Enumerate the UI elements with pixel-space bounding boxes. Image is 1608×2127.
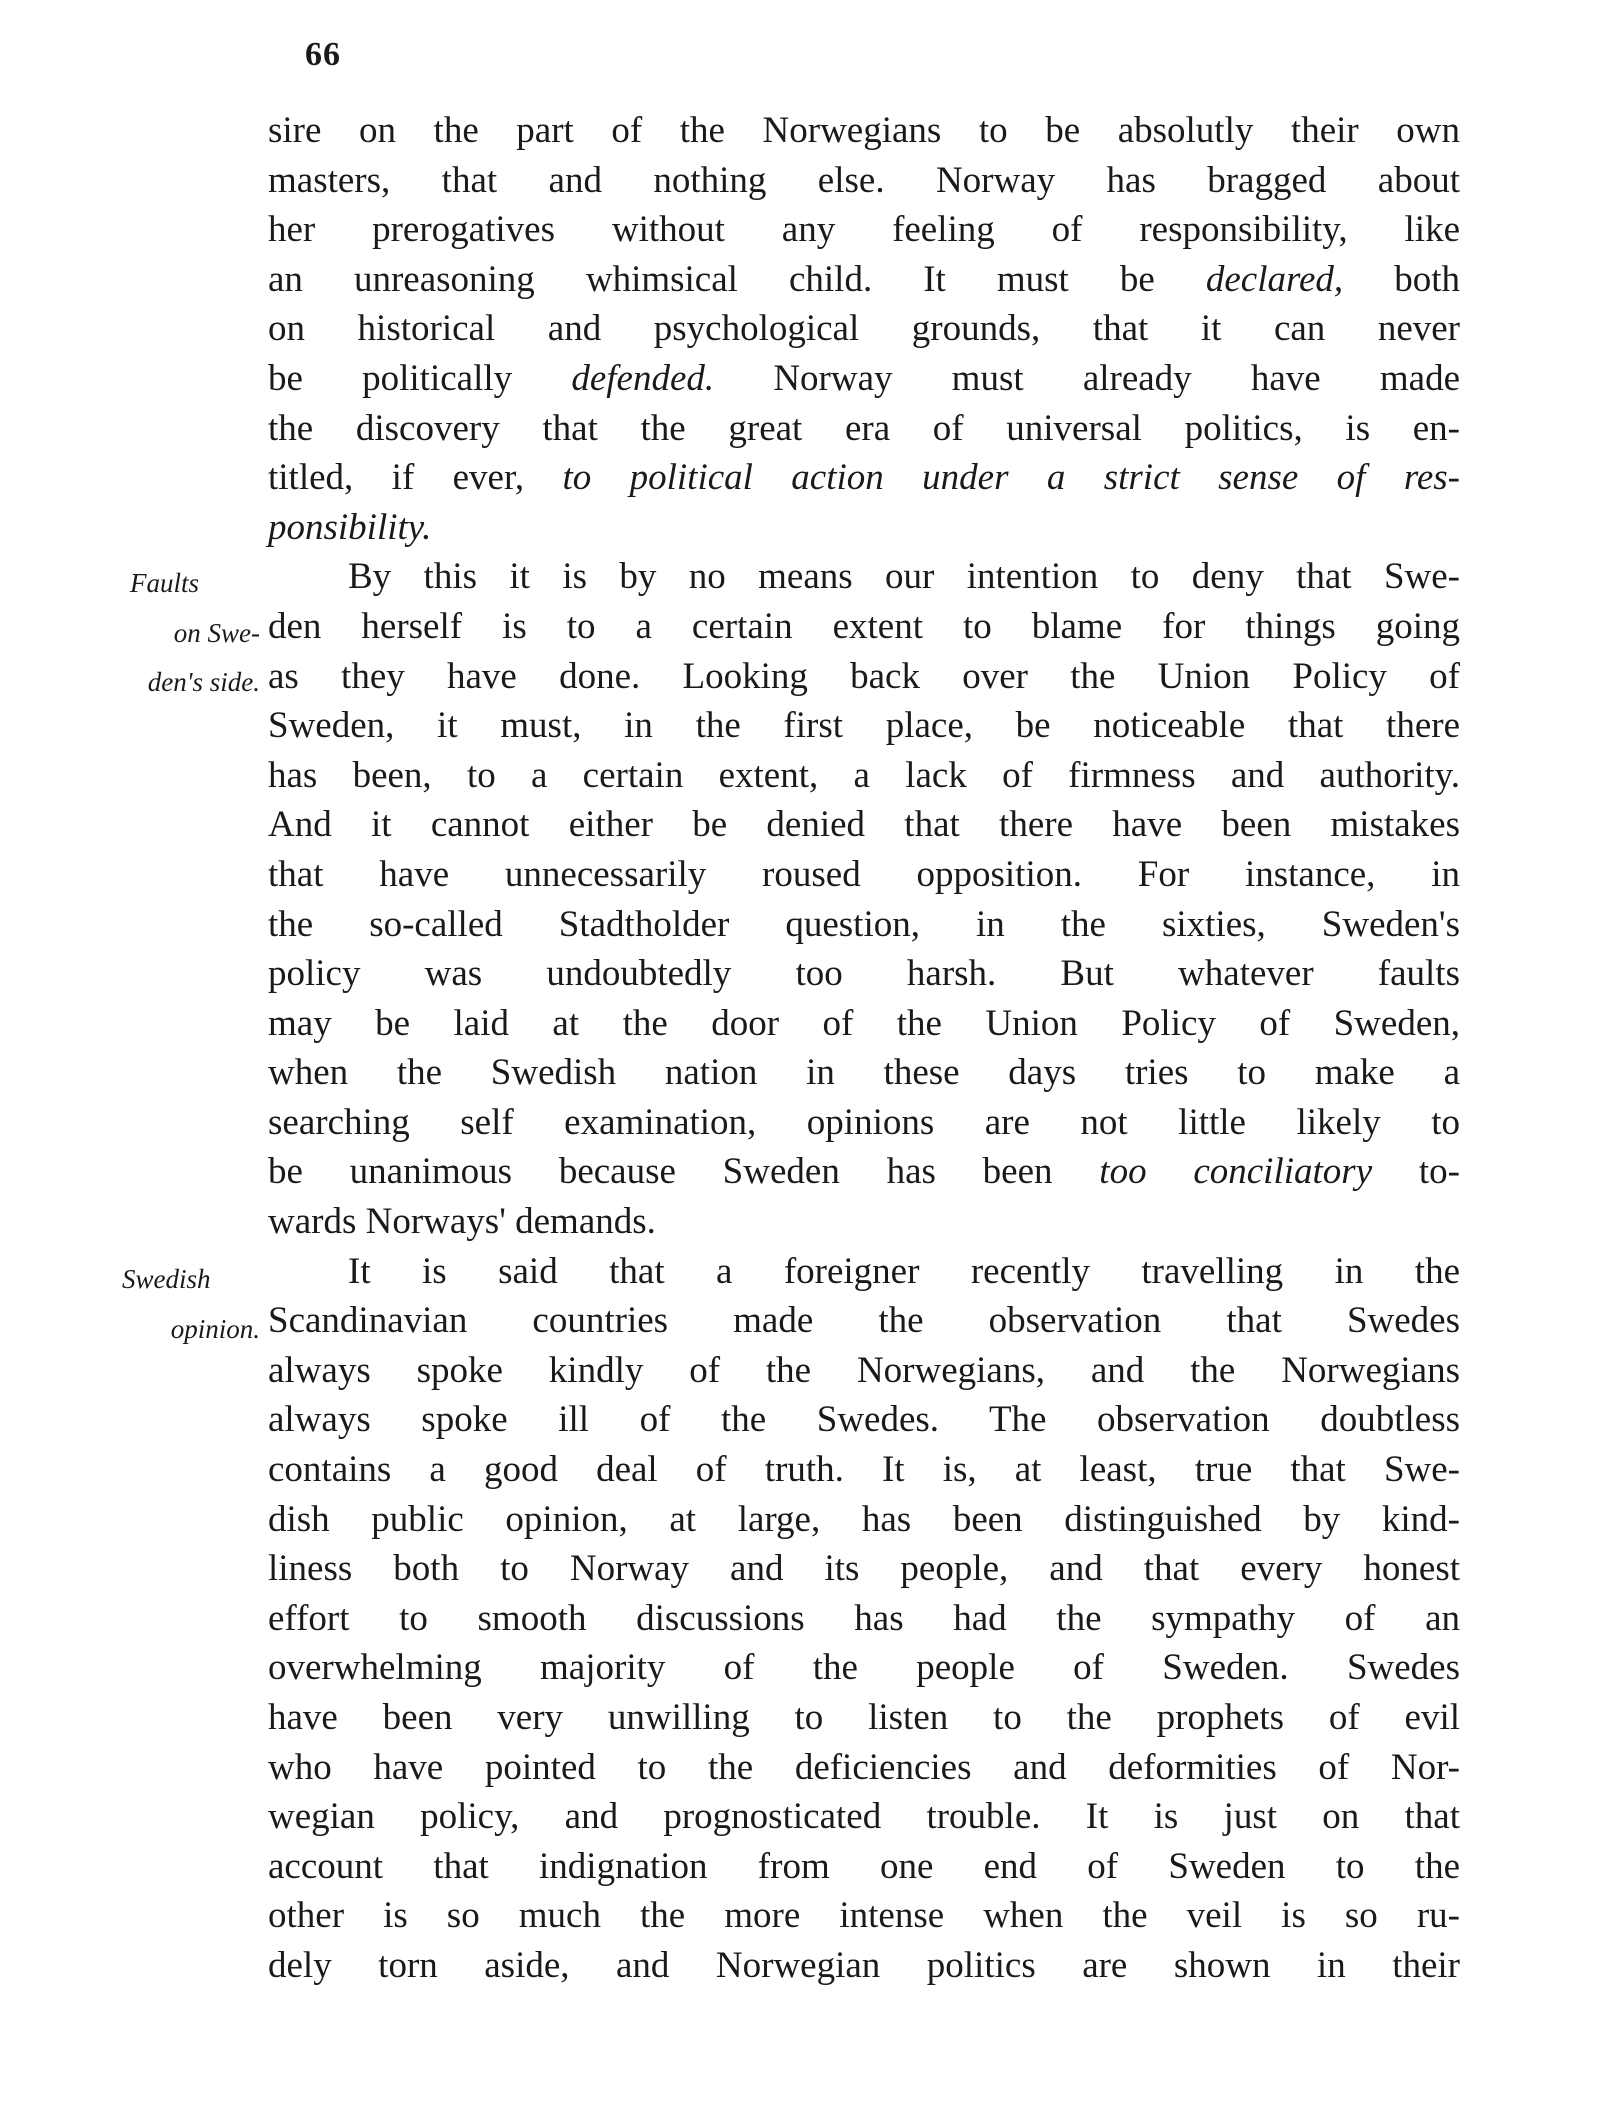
margin-note-line: on Swe- bbox=[173, 617, 260, 648]
paragraph-2 bbox=[268, 552, 1460, 1246]
margin-note-line: Faults bbox=[130, 568, 200, 598]
margin-note-swedish-opinion bbox=[110, 1255, 260, 1354]
text-line: account that indignation from one end of Sweden to the bbox=[268, 1845, 1460, 1887]
text-line: have been very unwilling to listen to the prophets of evil bbox=[268, 1697, 1460, 1738]
text-line: the so-called Stadtholder question, in the sixties, Sweden's bbox=[268, 903, 1460, 945]
margin-note-faults bbox=[110, 559, 260, 708]
text-line bbox=[268, 503, 1460, 553]
margin-note-line: Swedish bbox=[122, 1264, 211, 1294]
text-line: sire on the part of the Norwegians to be absolutly their own bbox=[268, 110, 1460, 151]
emphasis: ponsibility. bbox=[268, 506, 432, 548]
text-run: both bbox=[1394, 258, 1461, 300]
page-number: 66 bbox=[305, 36, 341, 73]
text-line: always spoke kindly of the Norwegians, and the Norwegians bbox=[268, 1349, 1460, 1391]
text-line: dely torn aside, and Norwegian politics are shown in their bbox=[268, 1944, 1460, 1986]
text-line: contains a good deal of truth. It is, at least, true that Swe- bbox=[268, 1449, 1460, 1491]
text-run: be unanimous because Sweden has been bbox=[268, 1151, 1053, 1193]
text-line: effort to smooth discussions has had the sympathy of an bbox=[268, 1597, 1460, 1639]
text-run: titled, if ever, bbox=[268, 457, 525, 499]
text-line: that have unnecessarily roused opposition. For instance, in bbox=[268, 853, 1460, 895]
text-line: wards Norways' demands. bbox=[268, 1201, 656, 1243]
text-line: It is said that a foreigner recently travelling in the bbox=[348, 1250, 1460, 1292]
text-line: liness both to Norway and its people, and that every honest bbox=[268, 1548, 1460, 1590]
text-line: her prerogatives without any feeling of responsibility, like bbox=[268, 209, 1460, 251]
text-line: when the Swedish nation in these days tries to make a bbox=[268, 1052, 1460, 1094]
text-line bbox=[268, 453, 1460, 503]
text-line bbox=[268, 255, 1460, 305]
emphasis: to political action under a strict sense of res- bbox=[562, 457, 1460, 499]
text-line bbox=[268, 354, 1460, 404]
text-line: den herself is to a certain extent to blame for things going bbox=[268, 605, 1460, 647]
text-run: be politically bbox=[268, 357, 513, 399]
text-line: overwhelming majority of the people of Sweden. Swedes bbox=[268, 1647, 1460, 1689]
text-line: Sweden, it must, in the first place, be noticeable that there bbox=[268, 705, 1460, 747]
margin-note-line: opinion. bbox=[170, 1313, 260, 1344]
text-run: to- bbox=[1418, 1151, 1461, 1193]
text-line: may be laid at the door of the Union Policy of Sweden, bbox=[268, 1002, 1460, 1044]
text-line: who have pointed to the deficiencies and deformities of Nor- bbox=[268, 1746, 1460, 1788]
body-text bbox=[268, 106, 1460, 1991]
emphasis: too conciliatory bbox=[1099, 1151, 1373, 1193]
text-line: other is so much the more intense when the veil is so ru- bbox=[268, 1895, 1460, 1937]
text-line: dish public opinion, at large, has been distinguished by kind- bbox=[268, 1498, 1460, 1540]
text-line: always spoke ill of the Swedes. The observation doubtless bbox=[268, 1399, 1460, 1441]
text-line: the discovery that the great era of universal politics, is en- bbox=[268, 407, 1460, 449]
text-run: an unreasoning whimsical child. It must be bbox=[268, 258, 1155, 300]
text-line bbox=[268, 1147, 1460, 1197]
margin-note-line: den's side. bbox=[147, 667, 260, 698]
text-line: has been, to a certain extent, a lack of firmness and authority. bbox=[268, 754, 1460, 796]
text-line: on historical and psychological grounds, that it can never bbox=[268, 308, 1460, 350]
text-line: searching self examination, opinions are not little likely to bbox=[268, 1101, 1460, 1143]
text-line: policy was undoubtedly too harsh. But whatever faults bbox=[268, 953, 1460, 995]
emphasis: defended. bbox=[571, 357, 715, 399]
paragraph-1 bbox=[268, 106, 1460, 552]
text-run: Norway must already have made bbox=[773, 357, 1461, 399]
text-line: By this it is by no means our intention to deny that Swe- bbox=[348, 556, 1460, 598]
paragraph-3 bbox=[268, 1247, 1460, 1991]
text-line: Scandinavian countries made the observation that Swedes bbox=[268, 1300, 1460, 1342]
text-line: And it cannot either be denied that there have been mistakes bbox=[268, 804, 1460, 846]
text-line: masters, that and nothing else. Norway has bragged about bbox=[268, 159, 1460, 201]
text-line: as they have done. Looking back over the Union Policy of bbox=[268, 655, 1460, 697]
emphasis: declared, bbox=[1205, 258, 1344, 300]
text-line: wegian policy, and prognosticated trouble. It is just on that bbox=[268, 1796, 1460, 1838]
